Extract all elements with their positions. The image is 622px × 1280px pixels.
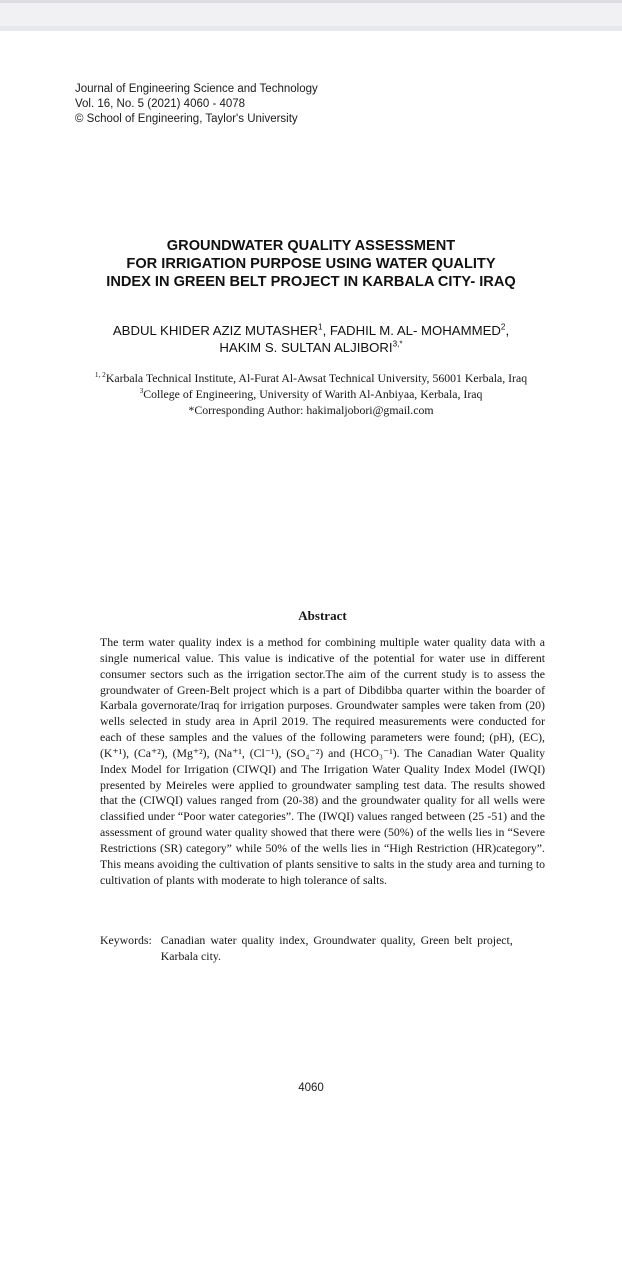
affiliation-2: [20, 387, 602, 403]
paper-title-line-2: FOR IRRIGATION PURPOSE USING WATER QUALITY: [126, 256, 496, 272]
viewer-page-gap: [0, 0, 622, 31]
author-list: [30, 322, 592, 356]
author-affil-marker-2: 2: [500, 322, 506, 332]
affiliations: [20, 371, 602, 419]
author-affil-marker-3: 3,*: [392, 339, 403, 349]
author-name-1: ABDUL KHIDER AZIZ MUTASHER: [112, 323, 319, 338]
keywords-label: Keywords:: [100, 933, 152, 947]
corresponding-author: *Corresponding Author: hakimaljobori@gmail.com: [188, 402, 434, 417]
abstract-heading: Abstract: [298, 608, 347, 623]
page-number: 4060: [298, 1082, 324, 1094]
author-line-1: [30, 322, 592, 339]
keywords-text: Canadian water quality index, Groundwater quality, Green belt project, Karbala city.: [160, 933, 513, 963]
journal-name: Journal of Engineering Science and Technology: [75, 83, 318, 95]
journal-header: [75, 82, 318, 128]
paper-title-line-3: INDEX IN GREEN BELT PROJECT IN KARBALA CITY- IRAQ: [106, 274, 516, 290]
author-affil-marker-1: 1: [318, 322, 323, 332]
keywords-section: [100, 933, 545, 965]
author-name-3: HAKIM S. SULTAN ALJIBORI: [219, 340, 393, 355]
author-separator: ,: [505, 323, 510, 338]
affiliation-1: [20, 371, 602, 387]
journal-volume-pages: Vol. 16, No. 5 (2021) 4060 - 4078: [75, 98, 246, 111]
abstract-section: [100, 608, 545, 889]
affiliation-2-text: College of Engineering, University of Warith Al-Anbiyaa, Kerbala, Iraq: [143, 386, 483, 401]
abstract-body: The term water quality index is a method for combining multiple water quality data with a single numerical value. This value is indicative of the potential for water use in different consumer sectors such as the irrigation sector.The aim of the current study is to assess the groundwater of Green-Belt project which is a part of Dibdibba quarter within the boarder of Karbala governorate/Iraq for irrigation purposes. Groundwater samples were taken from (20) wells selected in study area in April 2019. The required measurements were conducted for each of these samples and the values of the following parameters were found; (pH), (EC), (K⁺¹), (Ca⁺²), (Mg⁺²), (Na⁺¹, (Cl⁻¹), (SO₄⁻²) and (HCO₃⁻¹). The Canadian Water Quality Index Model for Irrigation (CIWQI) and The Irrigation Water Quality Index Model (IWQI) presented by Meireles were applied to groundwater sampling test data. The results showed that the (CIWQI) values ranged from (20-38) and the groundwater quality for all wells were classified under “Poor water categories”. The (IWQI) values ranged between (25 -51) and the assessment of ground water quality showed that there were (50%) of the wells lies in “Severe Restrictions (SR) category” while 50% of the wells lies in “High Restriction (HR)category”. This means avoiding the cultivation of plants sensitive to salts in the study area and turning to cultivation of plants with moderate to high tolerance of salts.: [100, 635, 545, 887]
author-name-2: , FADHIL M. AL- MOHAMMED: [322, 323, 501, 338]
author-line-2: [30, 339, 592, 356]
journal-copyright: © School of Engineering, Taylor's University: [75, 113, 298, 126]
paper-title-line-1: GROUNDWATER QUALITY ASSESSMENT: [166, 238, 456, 254]
affiliation-1-text: Karbala Technical Institute, Al-Furat Al-Awsat Technical University, 56001 Kerbala, Iraq: [105, 371, 528, 385]
paper-title: [30, 237, 592, 291]
affiliation-2-marker: 3: [139, 385, 144, 395]
affiliation-1-marker: 1, 2: [94, 370, 106, 380]
